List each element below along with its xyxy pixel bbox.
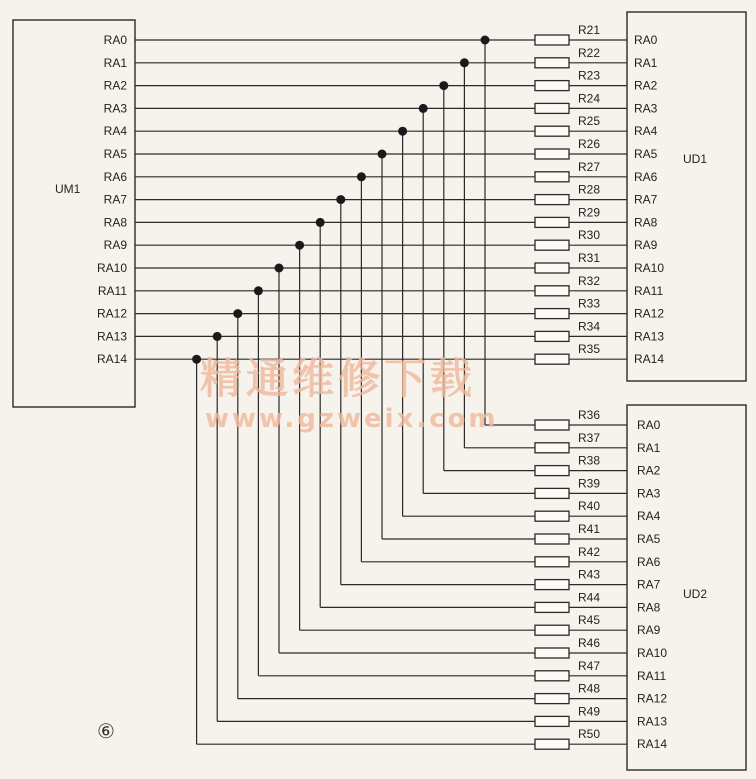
- resistor-ud1: [535, 149, 569, 159]
- ud2-label: UD2: [683, 587, 708, 601]
- resistor-label-ud1: R26: [578, 137, 601, 151]
- um1-pin-label: RA7: [103, 192, 127, 207]
- resistor-label-ud1: R32: [578, 273, 601, 288]
- ud1-pin-label: RA11: [634, 283, 664, 298]
- resistor-label-ud2: R50: [578, 727, 601, 742]
- resistor-ud2: [535, 580, 569, 590]
- resistor-ud2: [535, 671, 569, 681]
- junction-dot: [481, 36, 490, 45]
- junction-dot: [295, 241, 304, 250]
- resistor-ud1: [535, 217, 569, 227]
- resistor-ud2: [535, 557, 569, 567]
- um1-pin-label: RA10: [96, 261, 127, 275]
- resistor-ud1: [535, 331, 569, 341]
- resistor-label-ud1: R28: [578, 182, 601, 197]
- resistor-ud1: [535, 240, 569, 250]
- um1-pin-label: RA4: [103, 124, 127, 139]
- resistor-ud1: [535, 81, 569, 91]
- resistor-label-ud2: R48: [578, 681, 601, 696]
- um1-pin-label: RA5: [103, 147, 127, 161]
- ud2-pin-label: RA10: [637, 646, 668, 660]
- figure-number: ⑥: [97, 719, 115, 743]
- resistor-ud2: [535, 625, 569, 635]
- resistor-ud1: [535, 126, 569, 136]
- um1-pin-label: RA11: [97, 283, 127, 298]
- ud2-pin-label: RA0: [637, 418, 661, 432]
- resistor-ud1: [535, 309, 569, 319]
- ud2-pin-label: RA13: [637, 714, 668, 729]
- ud2-pin-label: RA2: [637, 463, 661, 478]
- ud2-pin-label: RA11: [637, 668, 667, 683]
- resistor-ud1: [535, 354, 569, 364]
- ud1-pin-label: RA3: [634, 101, 658, 116]
- watermark-url: www.gzweix.com: [205, 404, 499, 434]
- resistor-label-ud2: R44: [578, 590, 601, 605]
- ud2-pin-label: RA12: [637, 691, 668, 706]
- um1-pin-label: RA13: [96, 329, 127, 344]
- resistor-label-ud1: R30: [578, 228, 601, 243]
- um1-pin-label: RA2: [103, 78, 127, 93]
- um1-pin-label: RA1: [103, 55, 127, 70]
- resistor-label-ud1: R31: [578, 251, 601, 265]
- resistor-ud2: [535, 716, 569, 726]
- resistor-ud2: [535, 648, 569, 658]
- resistor-label-ud1: R27: [578, 159, 601, 174]
- junction-dot: [275, 264, 284, 273]
- junction-dot: [254, 286, 263, 295]
- resistor-label-ud1: R35: [578, 342, 601, 357]
- resistor-ud1: [535, 35, 569, 45]
- resistor-label-ud1: R24: [578, 91, 601, 106]
- ud1-pin-label: RA6: [634, 169, 658, 184]
- resistor-ud2: [535, 466, 569, 476]
- ud2-pin-label: RA6: [637, 554, 661, 569]
- ud2-pin-label: RA5: [637, 532, 661, 546]
- resistor-label-ud1: R25: [578, 114, 601, 129]
- resistor-ud2: [535, 739, 569, 749]
- um1-pin-label: RA6: [103, 169, 127, 184]
- um1-pin-label: RA14: [96, 352, 127, 367]
- resistor-label-ud1: R29: [578, 205, 601, 220]
- ud1-pin-label: RA8: [634, 215, 658, 230]
- resistor-label-ud2: R36: [578, 408, 601, 422]
- junction-dot: [213, 332, 222, 341]
- ud2-pin-label: RA9: [637, 623, 661, 638]
- ud2-pin-label: RA4: [637, 509, 661, 524]
- junction-dot: [460, 58, 469, 67]
- ud1-pin-label: RA7: [634, 192, 658, 207]
- resistor-ud1: [535, 103, 569, 113]
- um1-pin-label: RA3: [103, 101, 127, 116]
- ud1-pin-label: RA13: [634, 329, 665, 344]
- um1-pin-label: RA0: [103, 33, 127, 47]
- resistor-label-ud1: R23: [578, 68, 601, 83]
- resistor-label-ud2: R37: [578, 430, 601, 445]
- resistor-ud2: [535, 511, 569, 521]
- resistor-ud2: [535, 420, 569, 430]
- ud1-pin-label: RA4: [634, 124, 658, 139]
- resistor-label-ud1: R33: [578, 296, 601, 311]
- resistor-ud2: [535, 534, 569, 544]
- junction-dot: [419, 104, 428, 113]
- ud2-pin-label: RA1: [637, 440, 661, 455]
- watermark-text: 精通维修下载: [200, 354, 477, 403]
- junction-dot: [316, 218, 325, 227]
- junction-dot: [439, 81, 448, 90]
- resistor-label-ud2: R38: [578, 453, 601, 468]
- um1-label: UM1: [55, 182, 81, 196]
- resistor-ud1: [535, 195, 569, 205]
- resistor-label-ud1: R22: [578, 45, 601, 60]
- ud1-label: UD1: [683, 152, 708, 166]
- ud1-pin-label: RA12: [634, 306, 665, 321]
- resistor-ud2: [535, 443, 569, 453]
- ud1-pin-label: RA1: [634, 55, 658, 70]
- resistor-label-ud2: R42: [578, 544, 601, 559]
- ud2-pin-label: RA7: [637, 577, 661, 592]
- resistor-label-ud2: R41: [578, 522, 601, 536]
- ud1-pin-label: RA2: [634, 78, 658, 93]
- ud1-pin-label: RA0: [634, 33, 658, 47]
- ud2-pin-label: RA14: [637, 737, 668, 752]
- um1-pin-label: RA12: [96, 306, 127, 321]
- resistor-label-ud2: R43: [578, 567, 601, 582]
- um1-pin-label: RA9: [103, 238, 127, 253]
- ud1-pin-label: RA10: [634, 261, 665, 275]
- resistor-ud2: [535, 602, 569, 612]
- resistor-ud2: [535, 488, 569, 498]
- resistor-ud1: [535, 286, 569, 296]
- resistor-label-ud1: R21: [578, 23, 601, 37]
- junction-dot: [357, 172, 366, 181]
- junction-dot: [398, 127, 407, 136]
- ud2-pin-label: RA8: [637, 600, 661, 615]
- junction-dot: [378, 150, 387, 159]
- resistor-label-ud2: R46: [578, 636, 601, 650]
- junction-dot: [233, 309, 242, 318]
- resistor-ud2: [535, 694, 569, 704]
- ud1-pin-label: RA9: [634, 238, 658, 253]
- resistor-ud1: [535, 58, 569, 68]
- ud1-pin-label: RA5: [634, 147, 658, 161]
- resistor-label-ud2: R39: [578, 476, 601, 491]
- resistor-label-ud2: R47: [578, 658, 601, 673]
- ud1-pin-label: RA14: [634, 352, 665, 367]
- um1-pin-label: RA8: [103, 215, 127, 230]
- resistor-ud1: [535, 263, 569, 273]
- ud2-pin-label: RA3: [637, 486, 661, 501]
- resistor-label-ud2: R49: [578, 704, 601, 719]
- junction-dot: [336, 195, 345, 204]
- resistor-label-ud2: R45: [578, 613, 601, 628]
- resistor-ud1: [535, 172, 569, 182]
- resistor-label-ud2: R40: [578, 499, 601, 514]
- resistor-label-ud1: R34: [578, 319, 601, 334]
- resistors: [535, 35, 569, 749]
